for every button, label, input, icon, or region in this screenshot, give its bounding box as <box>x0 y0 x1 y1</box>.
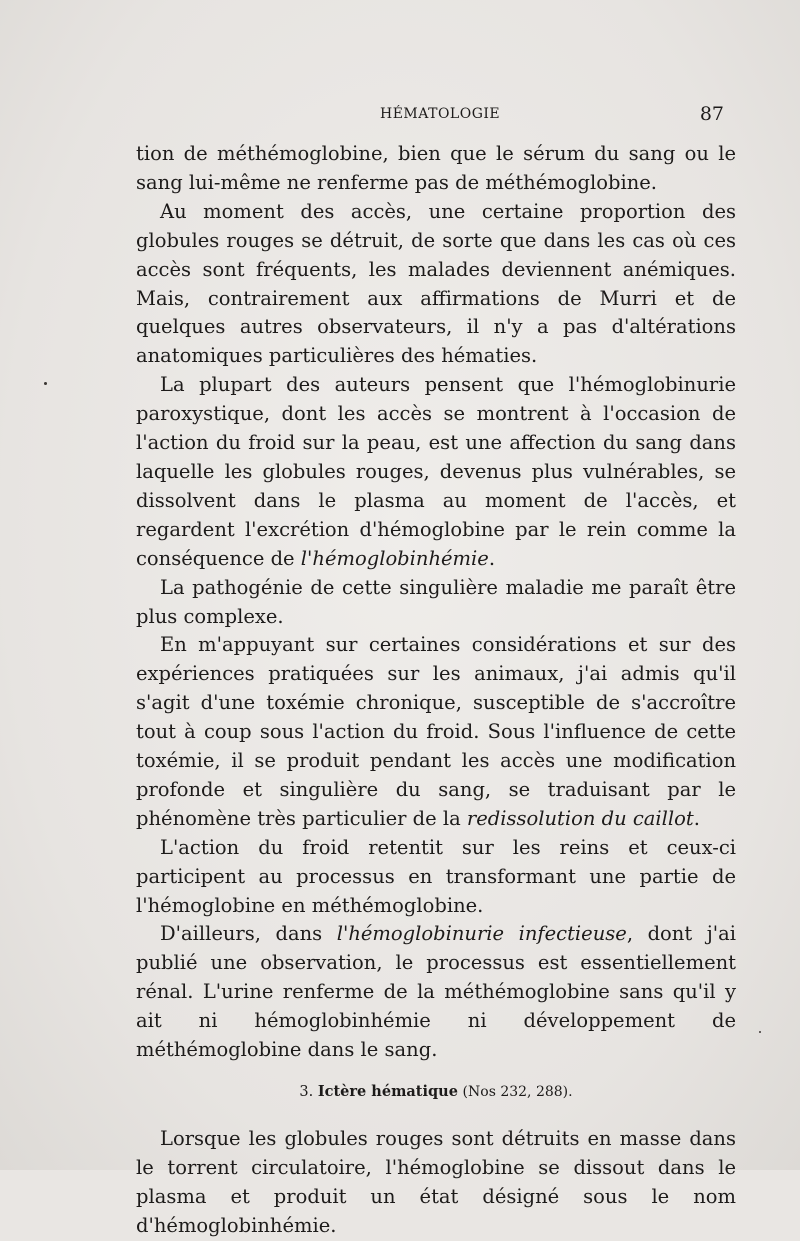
running-head <box>136 103 736 129</box>
paragraph-ictere: Lorsque les globules rouges sont détruits en masse dans le torrent circulatoire, l'hémoglobine se dissout dans le plasma et produit un état désigné sous le nom d'hémoglobinhémie. <box>136 1127 736 1237</box>
paragraph-pathogenie: La pathogénie de cette singulière maladie me paraît être plus complexe. <box>136 575 736 628</box>
section-number: 3. <box>299 1084 314 1100</box>
italic-term-hemoglobinhemie: l'hémoglobinhémie <box>300 546 489 570</box>
paragraph-infectieuse: D'ailleurs, dans l'hémoglobinurie infectieuse, dont j'ai publié une observation, le processus est essentiellement rénal. L'urine renferme de la méthémoglobine sans qu'il y ait ni hémoglobinhémie ni développement de méthémoglobine dans le sang. <box>136 922 737 1062</box>
paragraph-reins: L'action du froid retentit sur les reins et ceux-ci participent au processus en transformant une partie de l'hémoglobine en méthémoglobine. <box>136 835 736 917</box>
body-text <box>136 140 736 1241</box>
italic-term-hemoglobinurie-infectieuse: l'hémoglobinurie infectieuse <box>336 922 627 946</box>
section-references: (Nos 232, 288). <box>462 1084 573 1100</box>
page-number: 87 <box>699 103 724 125</box>
section-heading <box>136 1082 736 1102</box>
running-title: HÉMATOLOGIE <box>380 106 501 122</box>
paragraph-toxemie: En m'appuyant sur certaines considérations et sur des expériences pratiquées sur les animaux, j'ai admis qu'il s'agit d'une toxémie chronique, susceptible de s'accroître tout à coup sous l'action du froid. Sous l'influence de cette toxémie, il se produit pendant les accès une modification profonde et singulière du sang, se traduisant par le phénomène très particulier de la redissolution du caillot. <box>136 633 736 830</box>
section-title: Ictère hématique <box>317 1083 458 1100</box>
italic-term-redissolution: redissolution du caillot <box>466 806 694 830</box>
paragraph-continuation: tion de méthémoglobine, bien que le sérum du sang ou le sang lui-même ne renferme pas de méthémoglobine. <box>136 142 736 194</box>
paragraph-authors-opinion: La plupart des auteurs pensent que l'hémoglobinurie paroxystique, dont les accès se montrent à l'occasion de l'action du froid sur la peau, est une affection du sang dans laquelle les globules rouges, devenus plus vulnérables, se dissolvent dans le plasma au moment de l'accès, et regardent l'excrétion d'hémoglobine par le rein comme la conséquence de l'hémoglobinhémie. <box>136 373 736 570</box>
ink-speck <box>759 1031 761 1033</box>
paragraph-anemia: Au moment des accès, une certaine proportion des globules rouges se détruit, de sorte que dans les cas où ces accès sont fréquents, les malades deviennent anémiques. Mais, contrairement aux affirmations de Murri et de quelques autres observateurs, il n'y a pas d'altérations anatomiques particulières des hématies. <box>136 199 736 368</box>
ink-speck <box>44 382 47 385</box>
